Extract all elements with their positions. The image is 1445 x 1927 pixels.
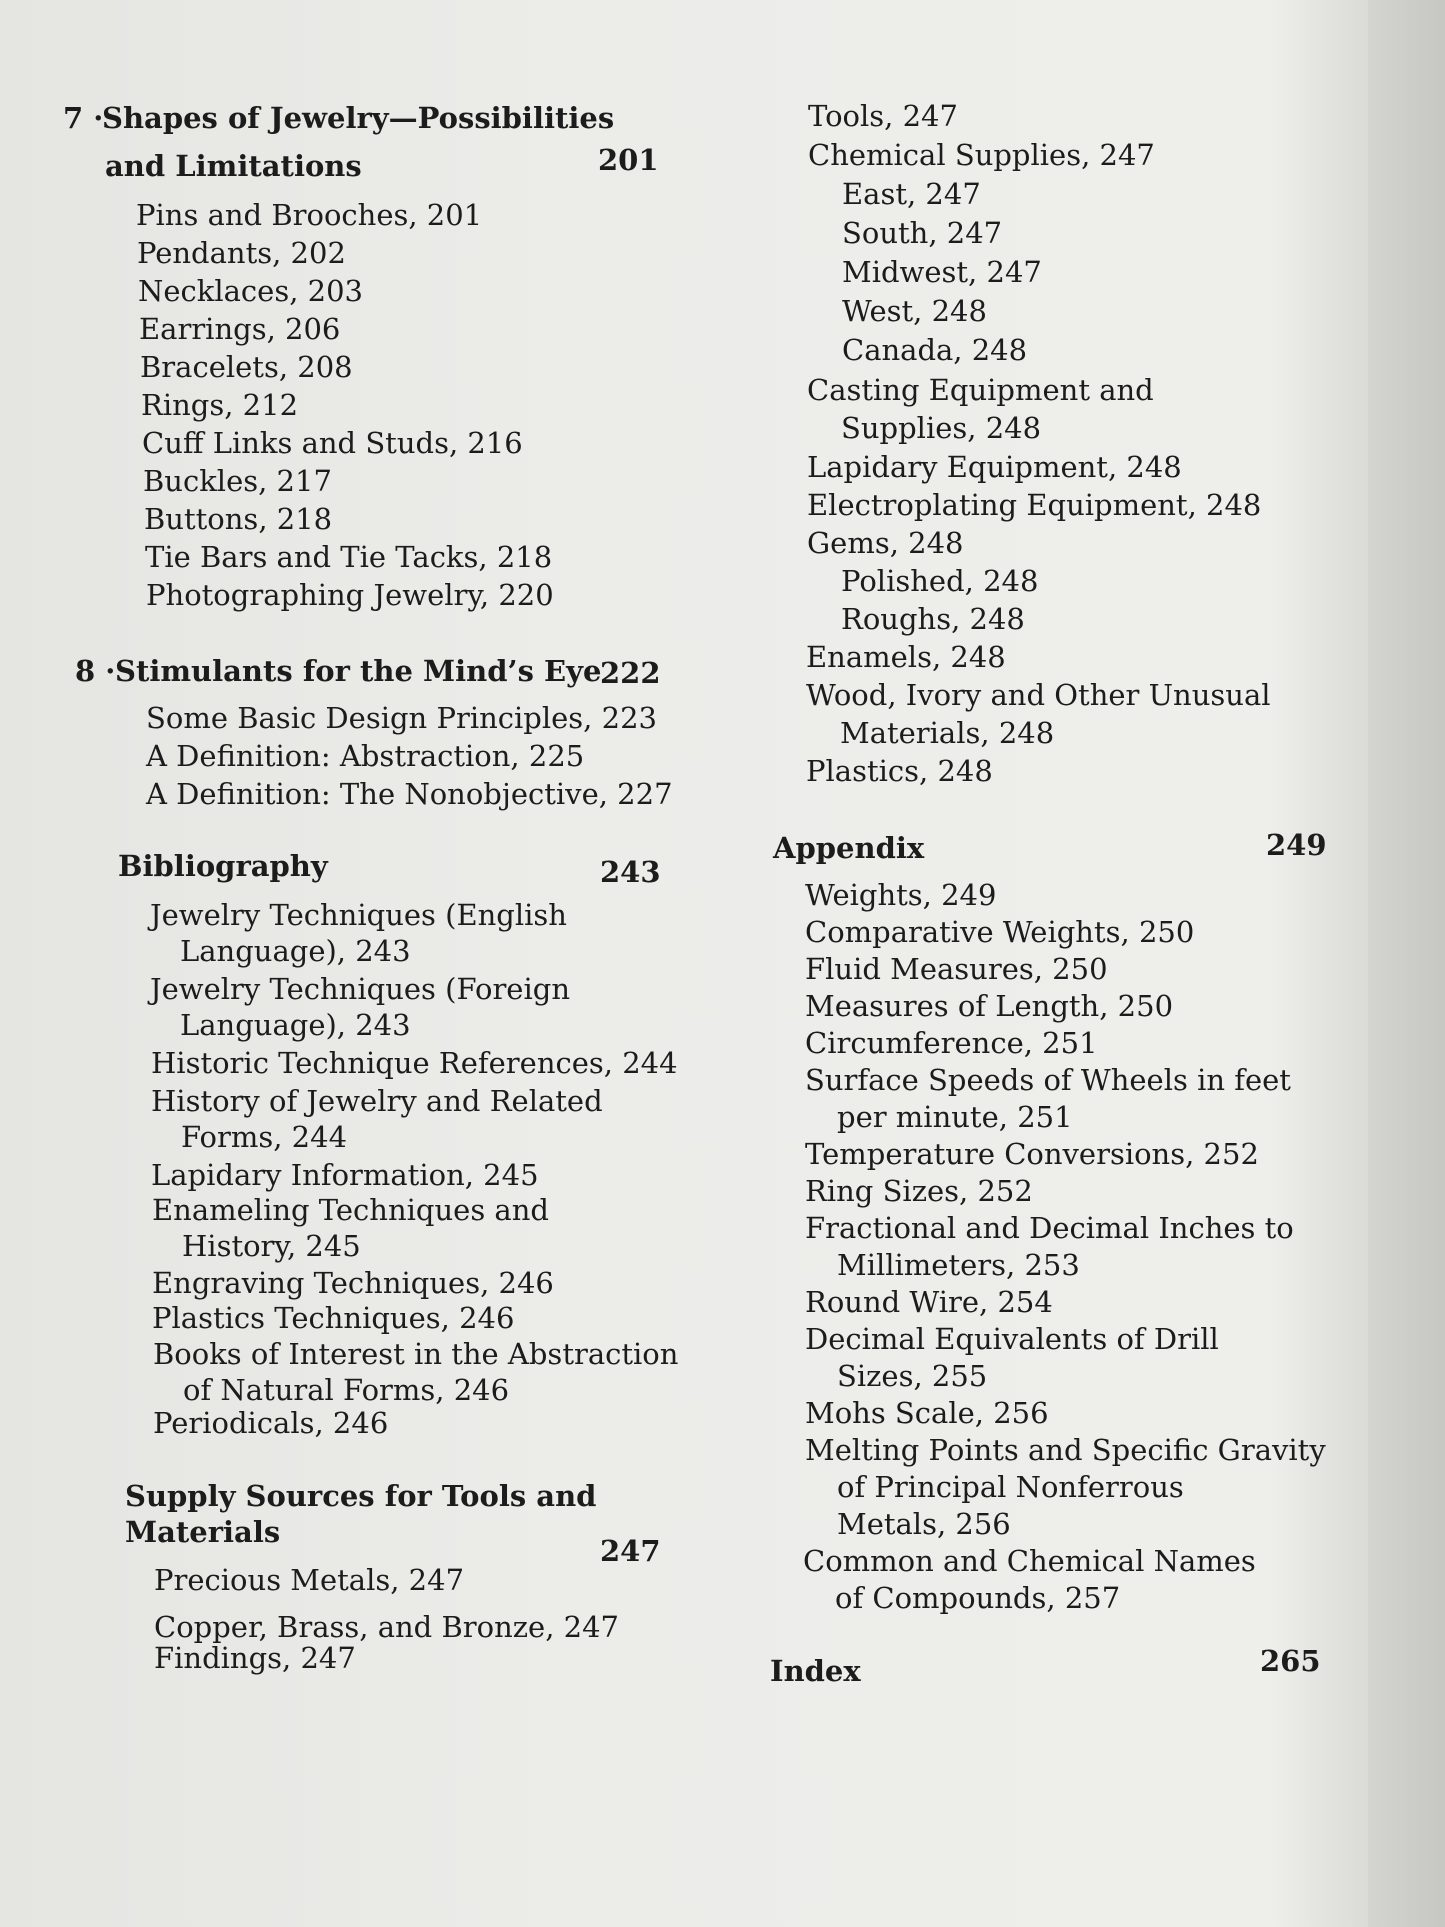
toc-entry-continuation: Millimeters, 253	[837, 1248, 1080, 1282]
toc-entry: Photographing Jewelry, 220	[146, 578, 554, 612]
chapter-7-number: 7 ·	[63, 101, 104, 135]
toc-entry: Gems, 248	[807, 526, 964, 560]
toc-entry: Mohs Scale, 256	[805, 1396, 1049, 1430]
appendix-title: Appendix	[773, 831, 925, 865]
toc-entry: Pins and Brooches, 201	[136, 198, 483, 232]
toc-entry-continuation: Forms, 244	[181, 1120, 348, 1154]
toc-entry-continuation: Materials, 248	[840, 716, 1055, 750]
toc-entry: Earrings, 206	[139, 312, 341, 346]
supply-title-line1: Supply Sources for Tools and	[125, 1479, 597, 1513]
toc-entry-continuation: History, 245	[182, 1229, 361, 1263]
index-title: Index	[770, 1654, 861, 1688]
toc-entry: Jewelry Techniques (Foreign	[150, 972, 570, 1006]
toc-entry-continuation: Language), 243	[180, 1008, 411, 1042]
toc-entry-continuation: of Compounds, 257	[835, 1581, 1121, 1615]
toc-entry-continuation: Metals, 256	[837, 1507, 1011, 1541]
toc-subentry: Midwest, 247	[842, 255, 1042, 289]
toc-entry: Enameling Techniques and	[152, 1193, 549, 1227]
chapter-8-title: Stimulants for the Mind’s Eye	[115, 654, 602, 688]
toc-subentry: South, 247	[842, 216, 1003, 250]
toc-entry: Surface Speeds of Wheels in feet	[805, 1063, 1291, 1097]
toc-subentry: Polished, 248	[841, 564, 1039, 598]
toc-entry: Wood, Ivory and Other Unusual	[806, 678, 1271, 712]
toc-entry: Casting Equipment and	[807, 373, 1154, 407]
chapter-7-title-line2: and Limitations	[105, 149, 362, 183]
toc-entry: A Definition: The Nonobjective, 227	[146, 777, 673, 811]
toc-entry: Pendants, 202	[137, 236, 346, 270]
toc-entry-continuation: Supplies, 248	[841, 411, 1042, 445]
toc-entry: Bracelets, 208	[140, 350, 353, 384]
toc-entry: Chemical Supplies, 247	[808, 138, 1155, 172]
toc-subentry: Canada, 248	[842, 333, 1028, 367]
toc-entry: Plastics, 248	[806, 754, 993, 788]
bibliography-title: Bibliography	[118, 849, 328, 883]
toc-entry: Fractional and Decimal Inches to	[805, 1211, 1294, 1245]
toc-entry: Necklaces, 203	[138, 274, 363, 308]
toc-entry: Weights, 249	[805, 878, 997, 912]
toc-entry-continuation: Language), 243	[180, 934, 411, 968]
toc-entry: Copper, Brass, and Bronze, 247	[154, 1610, 620, 1644]
bibliography-page: 243	[600, 855, 661, 889]
toc-entry: History of Jewelry and Related	[151, 1084, 603, 1118]
toc-entry: Engraving Techniques, 246	[152, 1266, 554, 1300]
toc-entry: Cuff Links and Studs, 216	[142, 426, 523, 460]
toc-entry: Plastics Techniques, 246	[152, 1301, 515, 1335]
appendix-page: 249	[1266, 828, 1327, 862]
toc-entry: Enamels, 248	[806, 640, 1006, 674]
toc-entry-continuation: Sizes, 255	[837, 1359, 988, 1393]
toc-entry: Some Basic Design Principles, 223	[146, 701, 657, 735]
toc-entry: Lapidary Information, 245	[151, 1158, 539, 1192]
toc-entry-continuation: per minute, 251	[837, 1100, 1073, 1134]
toc-entry: Fluid Measures, 250	[805, 952, 1108, 986]
toc-subentry: Roughs, 248	[841, 602, 1025, 636]
toc-entry: Round Wire, 254	[805, 1285, 1053, 1319]
toc-entry: Electroplating Equipment, 248	[807, 488, 1262, 522]
toc-entry: Rings, 212	[141, 388, 299, 422]
toc-entry: A Definition: Abstraction, 225	[146, 739, 585, 773]
toc-entry: Comparative Weights, 250	[805, 915, 1195, 949]
chapter-7-title-line1: Shapes of Jewelry—Possibilities	[102, 101, 615, 135]
chapter-8-page: 222	[600, 656, 661, 690]
toc-entry: Common and Chemical Names	[803, 1544, 1256, 1578]
toc-entry: Circumference, 251	[805, 1026, 1098, 1060]
chapter-7-page: 201	[598, 143, 659, 177]
chapter-8-number: 8 ·	[75, 654, 116, 688]
toc-entry: Findings, 247	[154, 1641, 356, 1675]
toc-entry: Melting Points and Specific Gravity	[805, 1433, 1326, 1467]
toc-entry: Jewelry Techniques (English	[150, 898, 567, 932]
supply-title-line2: Materials	[125, 1515, 281, 1549]
toc-entry: Books of Interest in the Abstraction	[153, 1337, 679, 1371]
toc-entry: Decimal Equivalents of Drill	[805, 1322, 1219, 1356]
toc-subentry: West, 248	[842, 294, 987, 328]
toc-entry: Temperature Conversions, 252	[805, 1137, 1259, 1171]
toc-entry-continuation: of Principal Nonferrous	[837, 1470, 1184, 1504]
toc-entry: Historic Technique References, 244	[151, 1046, 678, 1080]
toc-entry: Lapidary Equipment, 248	[807, 450, 1182, 484]
toc-entry: Periodicals, 246	[153, 1406, 389, 1440]
page-edge-shadow	[1368, 0, 1445, 1927]
toc-entry: Precious Metals, 247	[154, 1563, 465, 1597]
toc-entry: Measures of Length, 250	[805, 989, 1174, 1023]
index-page: 265	[1260, 1644, 1321, 1678]
toc-entry: Ring Sizes, 252	[805, 1174, 1033, 1208]
supply-page: 247	[600, 1534, 661, 1568]
toc-entry-continuation: of Natural Forms, 246	[183, 1373, 510, 1407]
toc-subentry: East, 247	[842, 177, 981, 211]
toc-entry: Buckles, 217	[143, 464, 332, 498]
toc-entry: Tie Bars and Tie Tacks, 218	[145, 540, 553, 574]
toc-entry: Tools, 247	[808, 99, 958, 133]
toc-entry: Buttons, 218	[144, 502, 333, 536]
